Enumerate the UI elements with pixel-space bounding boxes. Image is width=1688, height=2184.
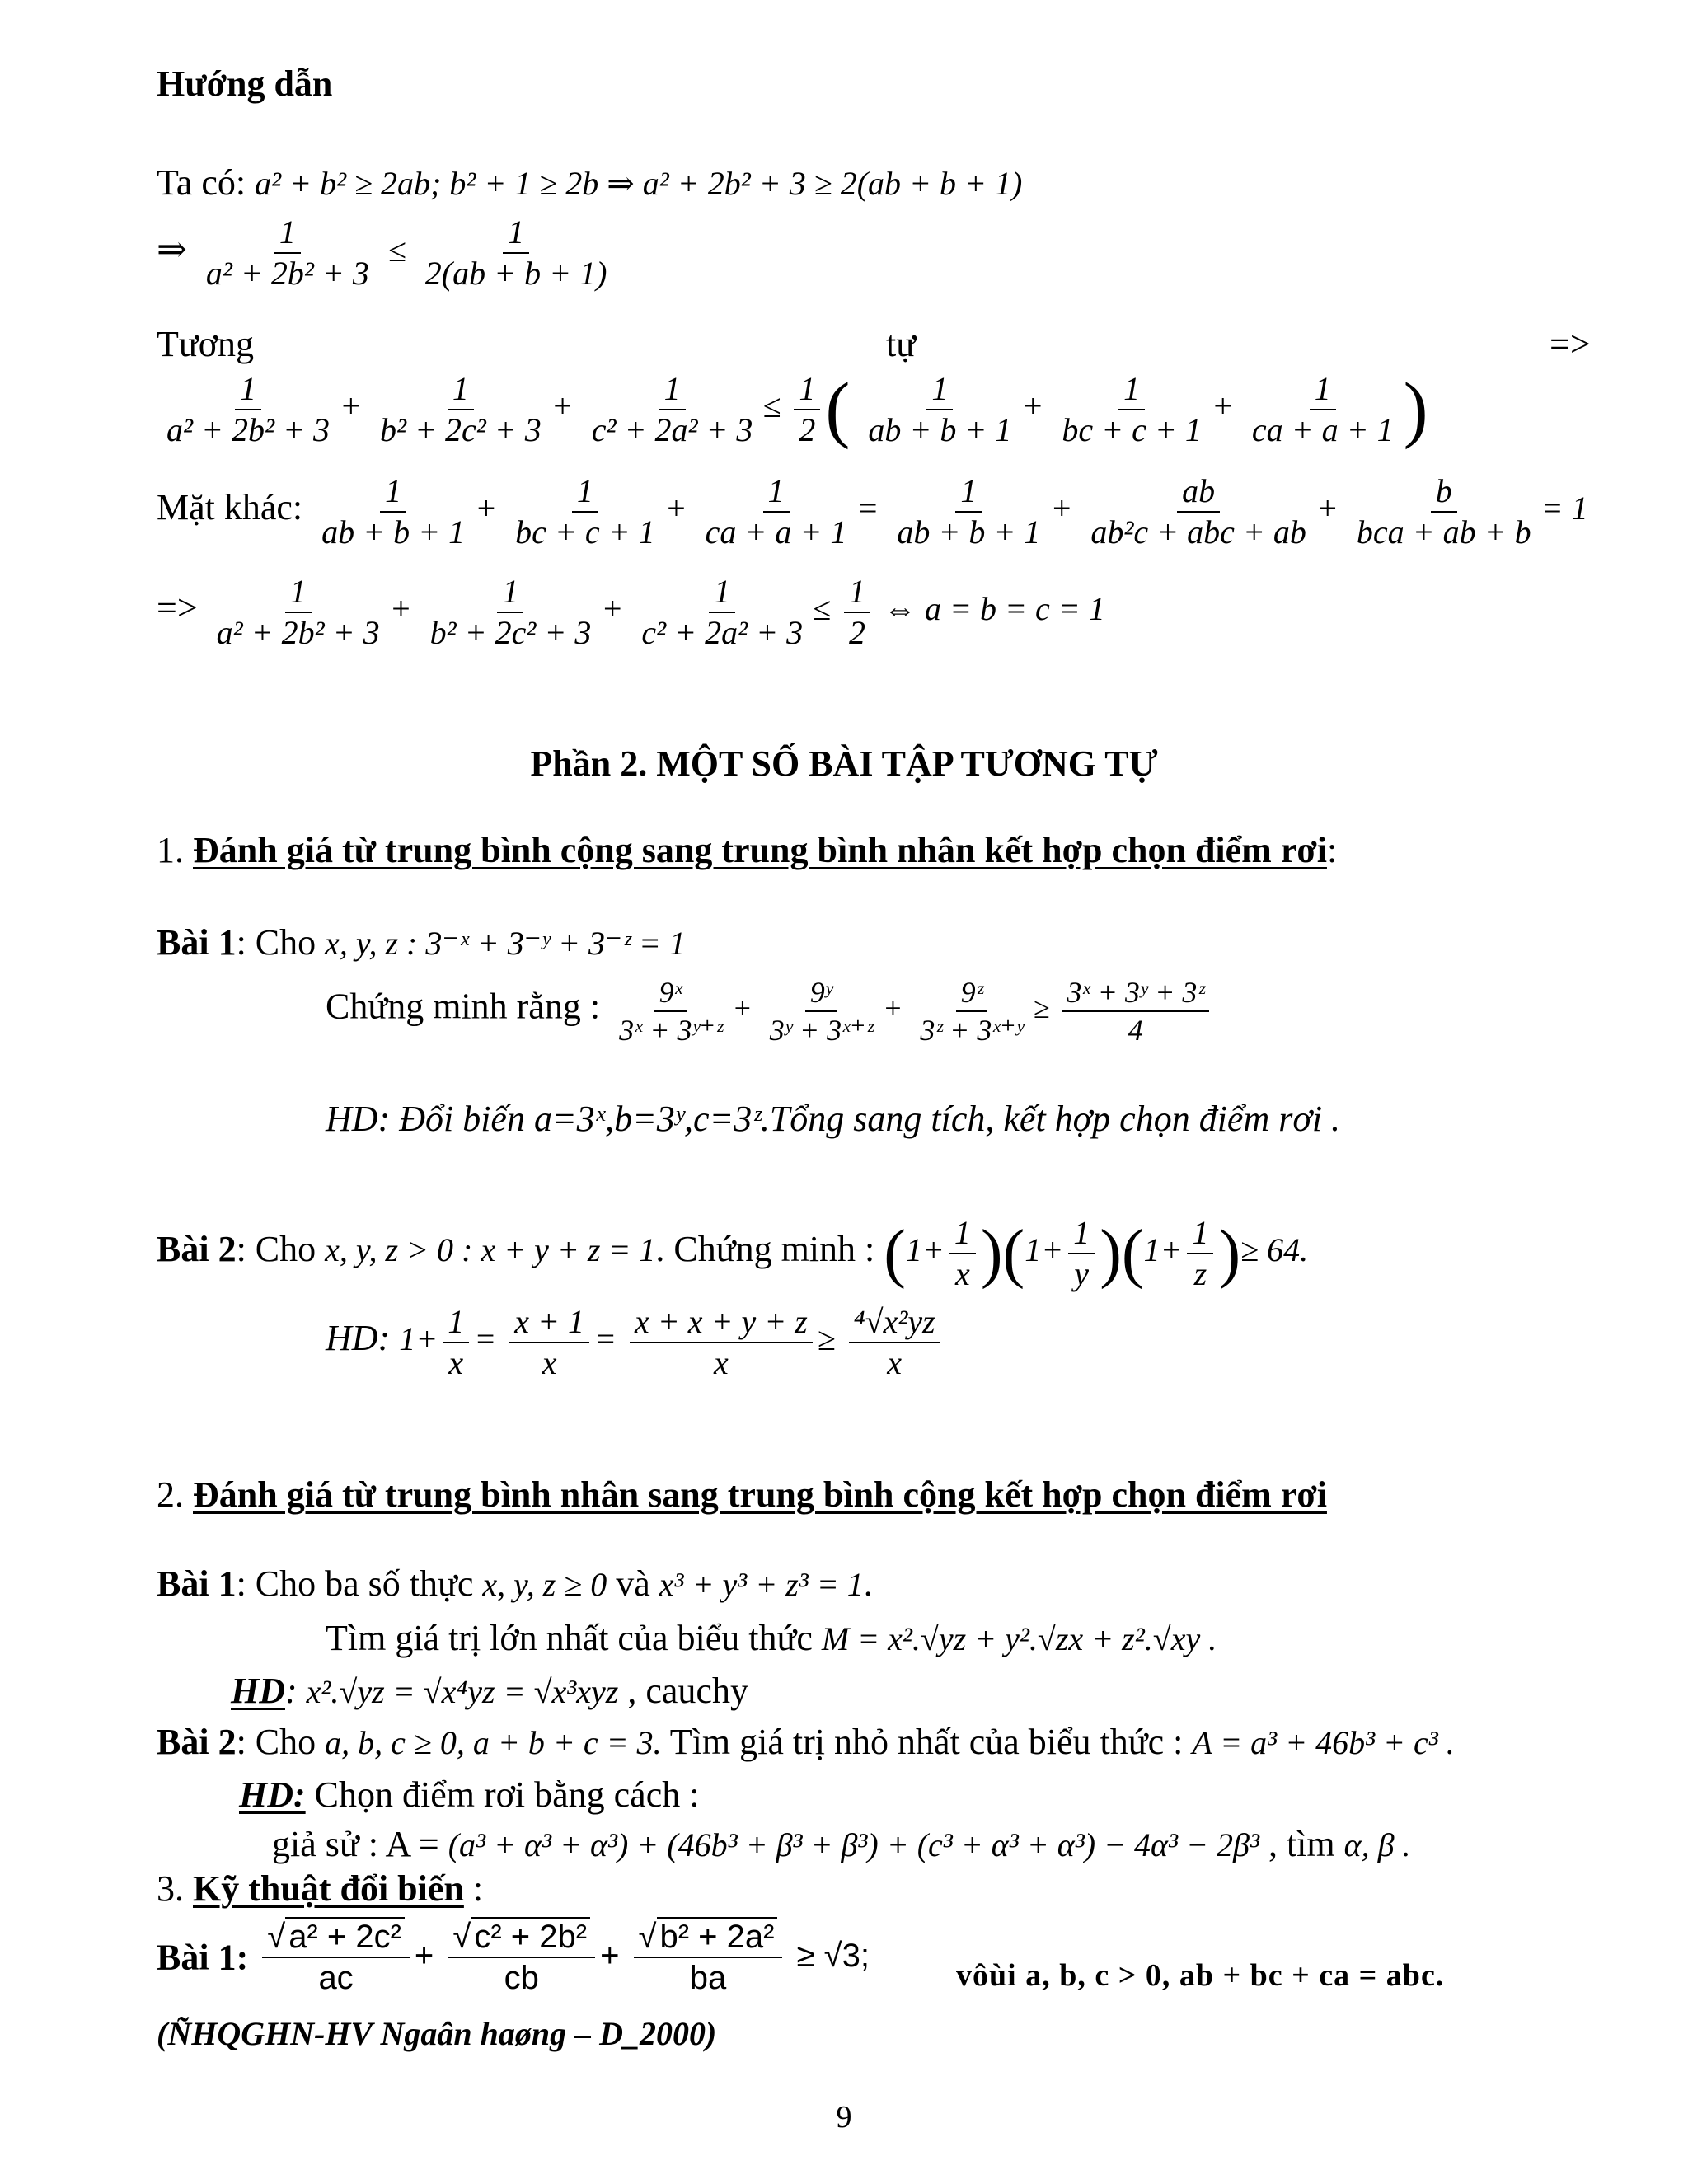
tim-vars: α, β . — [1343, 1826, 1411, 1863]
s2-hd2 — [239, 1774, 700, 1815]
section-colon: : — [1326, 830, 1338, 870]
hint-tail: , cauchy — [618, 1671, 748, 1711]
exercise-label: Bài 1: — [157, 1937, 249, 1978]
arrow-word: => — [1550, 324, 1591, 364]
final-equality: ⇔ a = b = c = 1 — [884, 590, 1105, 628]
s2-bai2 — [157, 1724, 1455, 1760]
fraction — [863, 370, 1016, 448]
fraction-denominator: 3ˣ + 3ʸ⁺ᶻ — [619, 1014, 723, 1047]
exercise-label: Bài 2 — [157, 1722, 237, 1762]
implies-line — [157, 213, 617, 292]
fraction-numerator: ⁴√x²yz — [849, 1305, 940, 1343]
fraction — [425, 575, 597, 649]
fraction-denominator: b² + 2c² + 3 — [429, 614, 592, 651]
hint-expression: x².√yz = √x⁴yz = √x³xyz — [306, 1673, 619, 1710]
fraction-numerator: 1 — [572, 475, 598, 513]
fraction-numerator: 1 — [950, 1216, 976, 1254]
tuong-word: Tương — [157, 324, 254, 364]
find-expression: M = x².√yz + y².√zx + z².√xy . — [821, 1620, 1217, 1657]
fraction — [509, 1305, 589, 1380]
fraction — [701, 472, 852, 551]
fraction — [162, 370, 335, 448]
exercise-condition-2: x³ + y³ + z³ = 1 — [659, 1566, 864, 1603]
fraction — [587, 370, 758, 448]
fraction-denominator: x — [448, 1344, 464, 1381]
fraction-numerator: 1 — [763, 475, 790, 513]
page-heading: Hướng dẫn — [157, 63, 333, 104]
fraction-denominator: a² + 2b² + 3 — [205, 255, 369, 292]
fraction-denominator: bca + ab + b — [1356, 513, 1531, 551]
fraction-denominator: 2 — [849, 614, 866, 651]
s2-bai1: Bài 1: Cho ba số thực x, y, z ≥ 0 và x³ + y³ + z³ = 1. — [157, 1563, 873, 1604]
exercise-text: : Cho — [236, 1722, 326, 1762]
fraction — [375, 370, 546, 448]
source-citation: (ÑHQGHN-HV Ngaân haøng – D_2000) — [157, 2015, 717, 2052]
section1-heading — [157, 832, 1337, 869]
fraction-denominator: x — [887, 1344, 903, 1381]
fraction — [915, 977, 1028, 1045]
equals-one: = 1 — [1540, 490, 1588, 527]
section-colon: : — [463, 1868, 484, 1909]
mat-khac-line: Mặt khác: $\frac{1}{ab + b + 1}$ + $\frac{1}{bc + c + 1}$ + $\frac{1}{ca + a + 1}$ = $\frac{1}{ab + b + 1}$ + $\frac{ab}{\text{ab²c + abc + ab}}$ + $\frac{b}{\text{bca + ab + b}}$ = 1 — [157, 472, 1588, 551]
fraction-denominator: 2 — [799, 411, 816, 448]
fraction — [1068, 1216, 1095, 1291]
fraction-numerator: √ c² + 2b² — [448, 1920, 595, 1958]
fraction-denominator: c² + 2a² + 3 — [591, 411, 753, 448]
fraction-denominator: ab + b + 1 — [897, 513, 1041, 551]
fraction-denominator: z — [1193, 1255, 1207, 1292]
fraction-denominator: ab + b + 1 — [321, 513, 466, 551]
fraction-numerator: 1 — [1118, 373, 1145, 410]
s1-bai1 — [157, 922, 686, 963]
s1-hd1: HD: Đổi biến a=3ˣ,b=3ʸ,c=3ᶻ.Tổng sang tích, kết hợp chọn điểm rơi . — [326, 1099, 1341, 1139]
fraction-numerator: 1 — [926, 373, 953, 410]
fraction — [636, 575, 808, 649]
fraction-numerator: 1 — [955, 475, 982, 513]
find-expression: A = a³ + 46b³ + c³ . — [1192, 1724, 1455, 1761]
ineq-rhs: ≥ √3; — [796, 1937, 870, 1974]
fraction-numerator: ab — [1177, 475, 1220, 513]
fraction-denominator: bc + c + 1 — [515, 513, 655, 551]
fraction-denominator: ab²c + abc + ab — [1090, 513, 1306, 551]
ta-co-line — [157, 162, 1023, 203]
fraction-numerator: 1 — [1187, 1216, 1213, 1254]
implies-symbol: ⇒ — [157, 229, 187, 270]
fraction — [892, 472, 1045, 551]
s2-bai1-find — [326, 1620, 1217, 1657]
fraction-numerator: 1 — [844, 575, 870, 613]
fraction-denominator: bc + c + 1 — [1062, 411, 1202, 448]
fraction-denominator: ca + a + 1 — [705, 513, 847, 551]
fraction — [1085, 472, 1311, 551]
ta-co-label: Ta có: — [157, 162, 246, 203]
fraction — [634, 1920, 783, 1994]
section-title: Đánh giá từ trung bình cộng sang trung bình nhân kết hợp chọn điểm rơi — [193, 830, 1327, 870]
fraction-denominator: x — [713, 1344, 729, 1381]
tim-label: , tìm — [1259, 1824, 1344, 1864]
fraction-numerator: 9ˣ — [654, 977, 687, 1012]
fraction-denominator: ca + a + 1 — [1251, 411, 1394, 448]
fraction-denominator: x — [542, 1344, 557, 1381]
fraction — [794, 370, 820, 448]
fraction — [614, 977, 727, 1045]
fraction-numerator: x + 1 — [509, 1305, 589, 1343]
s1-hd2: HD: 1+ $\frac{1}{x}$ = $\frac{x + 1}{x}$ = $\frac{x + x + y + z}{x}$ ≥ $\frac{\text{⁴√x²yz}}{x}$ — [326, 1305, 945, 1380]
section3-heading — [157, 1868, 484, 1909]
exercise-label: Bài 1 — [157, 1563, 237, 1604]
tu-word: tự — [886, 324, 917, 364]
radicand: a² + 2c² — [285, 1917, 405, 1955]
fraction-numerator: 9ᶻ — [956, 977, 988, 1012]
fraction-numerator: 1 — [380, 475, 406, 513]
section-number: 2. — [157, 1474, 193, 1515]
mat-khac-label: Mặt khác: — [157, 487, 303, 528]
fraction — [510, 472, 660, 551]
hint-label: HD: — [239, 1774, 306, 1815]
hint-label: HD: — [326, 1318, 391, 1359]
fraction — [1247, 370, 1399, 448]
exercise-condition: x, y, z : 3⁻ˣ + 3⁻ʸ + 3⁻ᶻ = 1 — [325, 925, 686, 962]
fraction — [1057, 370, 1207, 448]
fraction-numerator: 1 — [443, 1305, 469, 1343]
fraction-numerator: 1 — [794, 373, 820, 410]
section-title: Đánh giá từ trung bình nhân sang trung bình cộng kết hợp chọn điểm rơi — [193, 1474, 1327, 1515]
fraction — [950, 1216, 976, 1291]
hint-text: Chọn điểm rơi bằng cách : — [305, 1774, 700, 1815]
find-text: Tìm giá trị lớn nhất của biểu thức — [326, 1618, 813, 1658]
section-number: 3. — [157, 1868, 193, 1909]
fraction — [630, 1305, 813, 1380]
fraction-numerator: 1 — [659, 373, 686, 410]
section-number: 1. — [157, 830, 193, 870]
fraction-numerator: 1 — [235, 373, 261, 410]
fraction — [316, 472, 470, 551]
page-number: 9 — [836, 2100, 852, 2135]
fraction-denominator: y — [1074, 1255, 1090, 1292]
s1-prove: Chứng minh rằng : $\frac{\text{9ˣ}}{\text{3ˣ + 3ʸ⁺ᶻ}}$ + $\frac{\text{9ʸ}}{\text{3ʸ + 3ˣ⁺ᶻ}}$ + $\frac{\text{9ᶻ}}{\text{3ᶻ + 3ˣ⁺ʸ}}$ ≥ $\frac{\text{3ˣ + 3ʸ + 3ᶻ}}{4}$ — [326, 977, 1214, 1045]
sum-inequality: $\frac{1}{\text{a² + 2b² + 3}}$ + $\frac{1}{\text{b² + 2c² + 3}}$ + $\frac{1}{\text{c² + 2a² + 3}}$ ≤ $\frac{1}{2}$ ( $\frac{1}{ab + b + 1}$ + $\frac{1}{bc + c + 1}$ + $\frac{1}{ca + a + 1}$ ) — [157, 373, 1428, 447]
exercise-and: và — [607, 1563, 659, 1604]
le-symbol: ≤ — [387, 232, 406, 269]
fraction — [1352, 472, 1536, 551]
part2-title: Phần 2. MỘT SỐ BÀI TẬP TƯƠNG TỰ — [530, 743, 1158, 784]
fraction-denominator: ba — [689, 1960, 727, 1996]
ta-co-expression: a² + b² ≥ 2ab; b² + 1 ≥ 2b ⇒ a² + 2b² + 3 ≥ 2(ab + b + 1) — [255, 165, 1023, 202]
radicand: b² + 2a² — [657, 1917, 778, 1955]
radicand: c² + 2b² — [471, 1917, 590, 1955]
fraction-denominator: b² + 2c² + 3 — [379, 411, 542, 448]
exercise-label: Bài 1 — [157, 922, 237, 963]
fraction — [443, 1305, 469, 1380]
exercise-label: Bài 2 — [157, 1229, 237, 1270]
section-title: Kỹ thuật đổi biến — [193, 1868, 464, 1909]
fraction-denominator: cb — [504, 1960, 539, 1996]
exercise-text: : Cho — [236, 922, 326, 963]
arrow-symbol: => — [157, 588, 198, 629]
fraction — [765, 977, 878, 1045]
fraction-denominator: ac — [318, 1960, 354, 1996]
fraction-denominator: c² + 2a² + 3 — [641, 614, 804, 651]
fraction-numerator: 1 — [448, 373, 474, 410]
s2-hd1: HD: x².√yz = √x⁴yz = √x³xyz , cauchy — [231, 1671, 748, 1711]
fraction — [212, 575, 385, 649]
s1-bai2: Bài 2: Cho x, y, z > 0 : x + y + z = 1. Chứng minh : (1+ $\frac{1}{x}$ )(1+ $\frac{1}{y}$ )(1+ $\frac{1}{z}$ )≥ 64. — [157, 1214, 1309, 1292]
fraction-numerator: 1 — [709, 575, 735, 613]
fraction-denominator: 3ᶻ + 3ˣ⁺ʸ — [920, 1014, 1024, 1047]
fraction-numerator: 1 — [497, 575, 523, 613]
s3-bai1: Bài 1: $\frac{\text{√ a² + 2c²}}{ac}$ + $\frac{\text{√ c² + 2b²}}{cb}$ + $\frac{\text{√ b² + 2a²}}{ba}$ ≥ √3; — [157, 1919, 870, 1996]
exercise-condition: x, y, z > 0 : x + y + z = 1 — [325, 1231, 656, 1269]
fraction-numerator: √ a² + 2c² — [262, 1920, 410, 1958]
fraction — [262, 1920, 410, 1994]
fraction — [849, 1305, 940, 1380]
garbled-condition: vôùi a, b, c > 0, ab + bc + ca = abc. — [956, 1958, 1445, 1993]
fraction — [448, 1920, 595, 1994]
fraction-denominator: a² + 2b² + 3 — [166, 411, 330, 448]
fraction-numerator: √ b² + 2a² — [634, 1920, 783, 1958]
fraction — [1187, 1216, 1213, 1291]
fraction — [844, 575, 870, 649]
fraction-denominator: a² + 2b² + 3 — [216, 614, 380, 651]
gia-su-label: giả sử : A = — [272, 1824, 448, 1864]
final-inequality: => $\frac{1}{\text{a² + 2b² + 3}}$ + $\frac{1}{\text{b² + 2c² + 3}}$ + $\frac{1}{\text{c² + 2a² + 3}}$ ≤ $\frac{1}{2}$ ⇔ a = b = c = 1 — [157, 573, 1105, 651]
fraction-denominator: 4 — [1128, 1014, 1143, 1047]
fraction-numerator: 1 — [274, 216, 301, 254]
fraction-denominator: 2(ab + b + 1) — [424, 255, 607, 292]
ineq-rhs: ≥ 64. — [1240, 1231, 1309, 1269]
fraction-numerator: b — [1431, 475, 1457, 513]
fraction-numerator: x + x + y + z — [630, 1305, 813, 1343]
fraction-numerator: 1 — [1310, 373, 1336, 410]
exercise-text: : Cho — [236, 1229, 326, 1270]
fraction-denominator: x — [955, 1255, 970, 1292]
hint-label: HD — [231, 1671, 285, 1711]
fraction-numerator: 1 — [285, 575, 312, 613]
exercise-condition: a, b, c ≥ 0, a + b + c = 3. — [325, 1724, 662, 1761]
fraction-numerator: 9ʸ — [805, 977, 837, 1012]
gia-su-expression: (a³ + α³ + α³) + (46b³ + β³ + β³) + (c³ + α³ + α³) − 4α³ − 2β³ — [448, 1826, 1259, 1863]
fraction — [420, 213, 612, 292]
fraction-denominator: ab + b + 1 — [868, 411, 1012, 448]
section2-heading — [157, 1474, 1327, 1515]
fraction-denominator: 3ʸ + 3ˣ⁺ᶻ — [769, 1014, 874, 1047]
fraction-numerator: 3ˣ + 3ʸ + 3ᶻ — [1062, 977, 1209, 1012]
find-text: Tìm giá trị nhỏ nhất của biểu thức : — [661, 1722, 1193, 1762]
prove-label: . Chứng minh : — [655, 1229, 875, 1270]
exercise-text: : Cho ba số thực — [236, 1563, 483, 1604]
fraction-numerator: 1 — [1068, 1216, 1095, 1254]
fraction — [201, 213, 374, 292]
prove-label: Chứng minh rằng : — [326, 986, 601, 1027]
fraction — [1062, 977, 1209, 1045]
s2-gia-su — [272, 1826, 1411, 1863]
exercise-condition: x, y, z ≥ 0 — [482, 1566, 607, 1603]
fraction-numerator: 1 — [503, 216, 529, 254]
